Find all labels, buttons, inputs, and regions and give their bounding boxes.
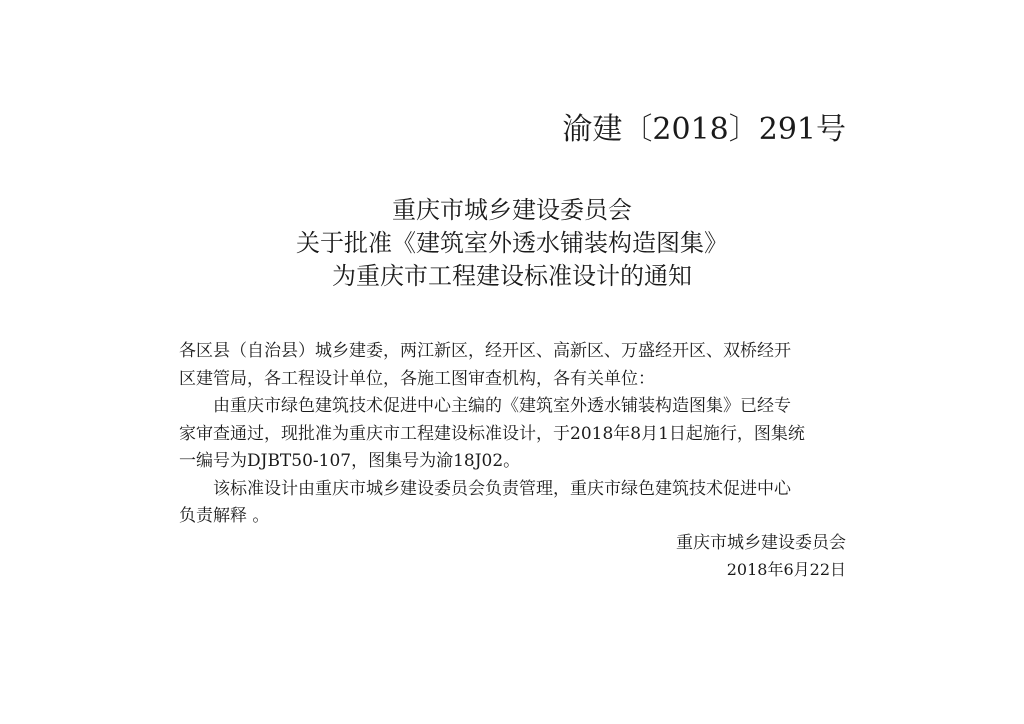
document-body (179, 338, 851, 531)
paragraph-line: 该标准设计由重庆市城乡建设委员会负责管理，重庆市绿色建筑技术促进中心 (213, 478, 791, 499)
signature-date: 2018年6月22日 (726, 560, 846, 579)
document-number: 渝建〔2018〕291号 (562, 112, 846, 147)
paragraph-line: 由重庆市绿色建筑技术促进中心主编的《建筑室外透水铺装构造图集》已经专 (213, 396, 791, 416)
title-line: 为重庆市工程建设标准设计的通知 (332, 262, 692, 290)
title-line: 关于批准《建筑室外透水铺装构造图集》 (296, 229, 728, 257)
paragraph-line: 一编号为DJBT50-107，图集号为渝18J02。 (179, 451, 521, 471)
paragraph-line: 负责解释 。 (179, 506, 270, 526)
document-title (0, 194, 1024, 293)
recipients-line: 各区县（自治县）城乡建委，两江新区，经开区、高新区、万盛经开区、双桥经开 (179, 341, 791, 361)
signature-organization: 重庆市城乡建设委员会 (676, 533, 846, 553)
recipients-line: 区建管局，各工程设计单位，各施工图审查机构，各有关单位： (179, 368, 655, 389)
title-line: 重庆市城乡建设委员会 (392, 196, 632, 224)
paragraph-line: 家审查通过，现批准为重庆市工程建设标准设计，于2018年8月1日起施行，图集统 (179, 423, 805, 444)
